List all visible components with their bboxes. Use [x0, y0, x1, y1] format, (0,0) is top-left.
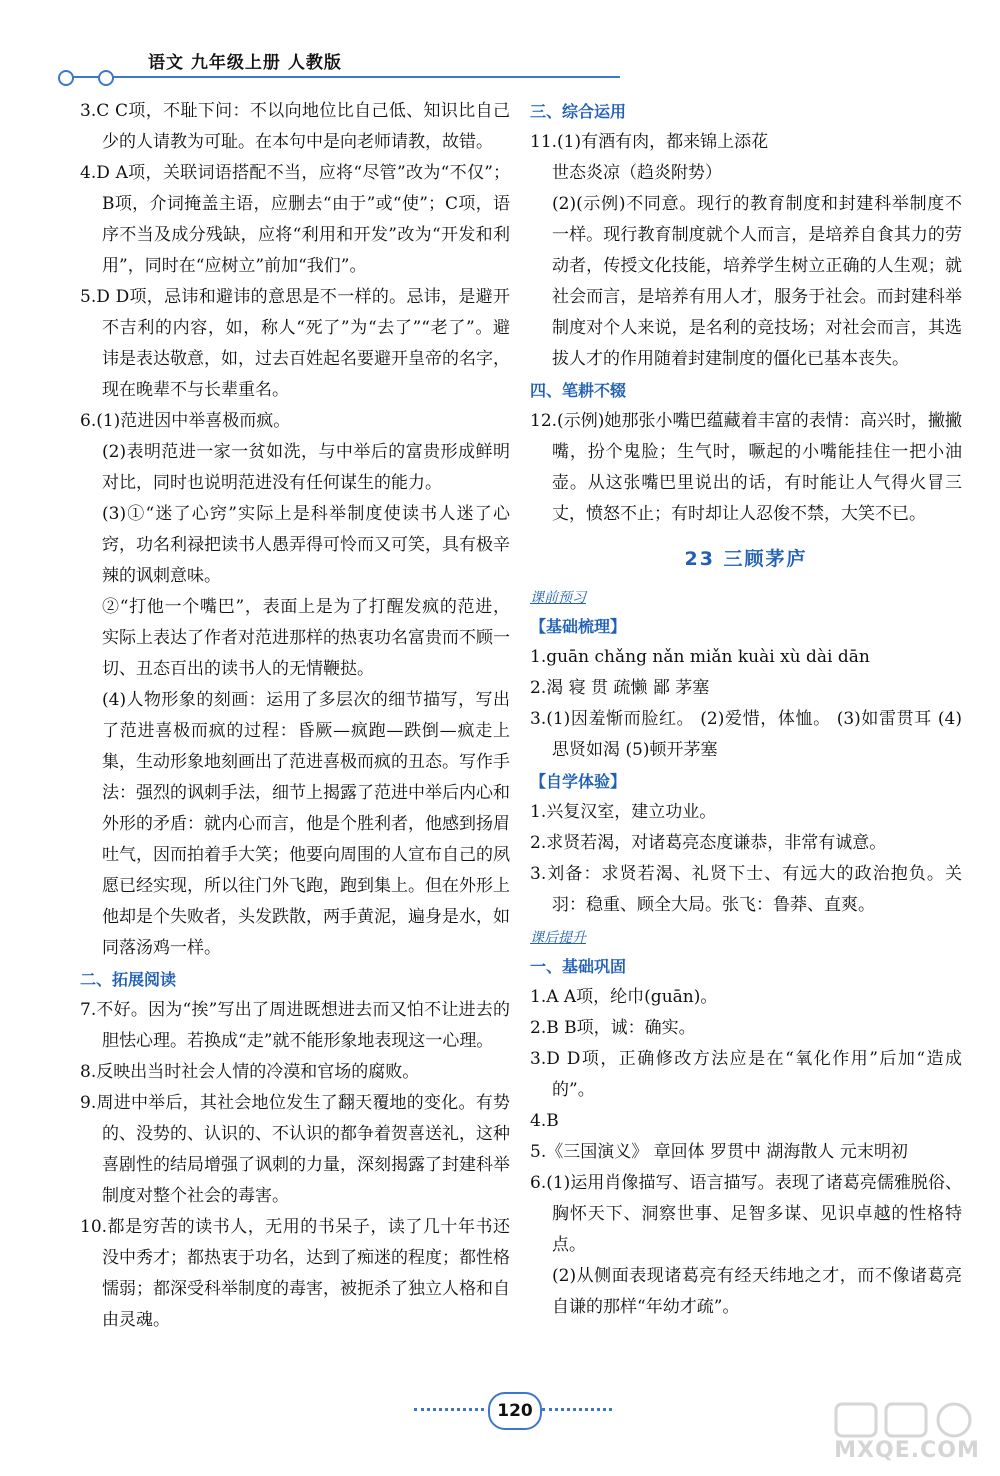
page-header — [0, 0, 1000, 90]
answer-paragraph: 4.B — [530, 1111, 559, 1131]
watermark-icon — [832, 1400, 982, 1440]
answer-paragraph: 1.guān chǎng nǎn miǎn kuài xù dài dān — [530, 647, 870, 667]
footer-dots-right — [542, 1408, 612, 1411]
answer-paragraph: 6.(1)运用肖像描写、语言描写。表现了诸葛亮儒雅脱俗、胸怀天下、洞察世事、足智多谋、见识卓越的性格特点。 — [530, 1173, 962, 1255]
section-heading: 【基础梳理】 — [530, 617, 627, 636]
answer-paragraph: 1.兴复汉室，建立功业。 — [530, 802, 717, 822]
lesson-title: 23 三顾茅庐 — [684, 548, 808, 570]
header-dot — [98, 70, 114, 86]
answer-paragraph: ②“打他一个嘴巴”，表面上是为了打醒发疯的范进，实际上表达了作者对范进那样的热衷功名富贵而不顾一切、丑态百出的读书人的无情鞭挞。 — [102, 597, 510, 679]
answer-paragraph: (2)从侧面表现诸葛亮有经天纬地之才，而不像诸葛亮自谦的那样“年幼才疏”。 — [552, 1266, 962, 1317]
answer-paragraph: (2)表明范进一家一贫如洗，与中举后的富贵形成鲜明对比，同时也说明范进没有任何谋生的能力。 — [102, 442, 510, 493]
answer-paragraph: (3)①“迷了心窍”实际上是科举制度使读书人迷了心窍，功名利禄把读书人愚弄得可怜而又可笑，具有极辛辣的讽刺意味。 — [102, 504, 510, 586]
page-number: 120 — [488, 1392, 542, 1430]
answer-paragraph: 1.A A项，纶巾(guān)。 — [530, 987, 718, 1007]
header-dot — [58, 70, 74, 86]
answer-paragraph: 3.C C项，不耻下问：不以向地位比自己低、知识比自己少的人请教为可耻。在本句中是向老师请教，故错。 — [80, 101, 510, 152]
watermark-logo — [832, 1400, 982, 1470]
header-rule — [60, 76, 620, 78]
right-column — [530, 96, 962, 1323]
section-heading: 二、拓展阅读 — [80, 970, 177, 989]
answer-paragraph: 5.《三国演义》 章回体 罗贯中 湖海散人 元末明初 — [530, 1142, 908, 1162]
answer-paragraph: 2.B B项，诚：确实。 — [530, 1018, 696, 1038]
answer-paragraph: 3.刘备：求贤若渴、礼贤下士、有远大的政治抱负。关羽：稳重、顾全大局。张飞：鲁莽、直爽。 — [530, 864, 962, 915]
answer-paragraph: 9.周进中举后，其社会地位发生了翻天覆地的变化。有势的、没势的、认识的、不认识的都争着贺喜送礼，这种喜剧性的结局增强了讽刺的力量，深刻揭露了封建科举制度对整个社会的毒害。 — [80, 1093, 510, 1206]
answer-paragraph: 10.都是穷苦的读书人，无用的书呆子，读了几十年书还没中秀才；都热衷于功名，达到了痴迷的程度；都性格懦弱；都深受科举制度的毒害，被扼杀了独立人格和自由灵魂。 — [80, 1217, 510, 1330]
answer-paragraph: 7.不好。因为“挨”写出了周进既想进去而又怕不让进去的胆怯心理。若换成“走”就不能形象地表现这一心理。 — [80, 1000, 510, 1051]
footer-dots-left — [414, 1408, 484, 1411]
book-title: 语文 九年级上册 人教版 — [148, 53, 342, 73]
answer-paragraph: 3.(1)因羞惭而脸红。 (2)爱惜，体恤。 (3)如雷贯耳 (4)思贤如渴 (5)顿开茅塞 — [530, 709, 962, 760]
answer-paragraph: 6.(1)范进因中举喜极而疯。 — [80, 411, 291, 431]
section-heading: 一、基础巩固 — [530, 957, 627, 976]
section-heading: 四、笔耕不辍 — [530, 381, 627, 400]
answer-paragraph: 3.D D项，正确修改方法应是在“氧化作用”后加“造成的”。 — [530, 1049, 962, 1100]
answer-paragraph: 11.(1)有酒有肉，都来锦上添花 — [530, 132, 769, 152]
answer-paragraph: 5.D D项，忌讳和避讳的意思是不一样的。忌讳，是避开不吉利的内容，如，称人“死了”为“去了”“老了”。避讳是表达敬意，如，过去百姓起名要避开皇帝的名字，现在晚辈不与长辈重名。 — [80, 287, 510, 400]
left-column — [80, 96, 510, 1336]
answer-paragraph: 4.D A项，关联词语搭配不当，应将“尽管”改为“不仅”；B项，介词掩盖主语，应删去“由于”或“使”；C项，语序不当及成分残缺，应将“利用和开发”改为“开发和利用”，同时在“应树立”前加“我们”。 — [80, 163, 510, 276]
section-heading: 三、综合运用 — [530, 102, 627, 121]
subsection-tag: 课后提升 — [530, 930, 586, 946]
watermark-text: MXQE.COM — [834, 1438, 980, 1463]
answer-paragraph: (2)(示例)不同意。现行的教育制度和封建科举制度不一样。现行教育制度就个人而言，是培养自食其力的劳动者，传授文化技能，培养学生树立正确的人生观；就社会而言，是培养有用人才，服务于社会。而封建科举制度对个人来说，是名利的竞技场；对社会而言，其选拔人才的作用随着封建制度的僵化已基本丧失。 — [552, 194, 962, 369]
answer-paragraph: 12.(示例)她那张小嘴巴蕴藏着丰富的表情：高兴时，撇撇嘴，扮个鬼脸；生气时，噘起的小嘴能挂住一把小油壶。从这张嘴巴里说出的话，有时能让人气得火冒三丈，愤怒不止；有时却让人忍俊不禁，大笑不已。 — [530, 411, 962, 524]
answer-paragraph: 世态炎凉（趋炎附势） — [552, 163, 722, 183]
subsection-tag: 课前预习 — [530, 590, 586, 606]
answer-paragraph: (4)人物形象的刻画：运用了多层次的细节描写，写出了范进喜极而疯的过程：昏厥—疯跑—跌倒—疯走上集，生动形象地刻画出了范进喜极而疯的丑态。写作手法：强烈的讽刺手法，细节上揭露了范进中举后内心和外形的矛盾：就内心而言，他是个胜利者，他感到扬眉吐气，因而拍着手大笑；他要向周围的人宣布自己的夙愿已经实现，所以往门外飞跑，跑到集上。但在外形上他却是个失败者，头发跌散，两手黄泥，遍身是水，如同落汤鸡一样。 — [102, 690, 510, 958]
answer-paragraph: 2.求贤若渴，对诸葛亮态度谦恭，非常有诚意。 — [530, 833, 887, 853]
section-heading: 【自学体验】 — [530, 772, 627, 791]
answer-paragraph: 8.反映出当时社会人情的冷漠和官场的腐败。 — [80, 1062, 420, 1082]
answer-paragraph: 2.渴 寝 贯 疏懒 鄙 茅塞 — [530, 678, 710, 698]
